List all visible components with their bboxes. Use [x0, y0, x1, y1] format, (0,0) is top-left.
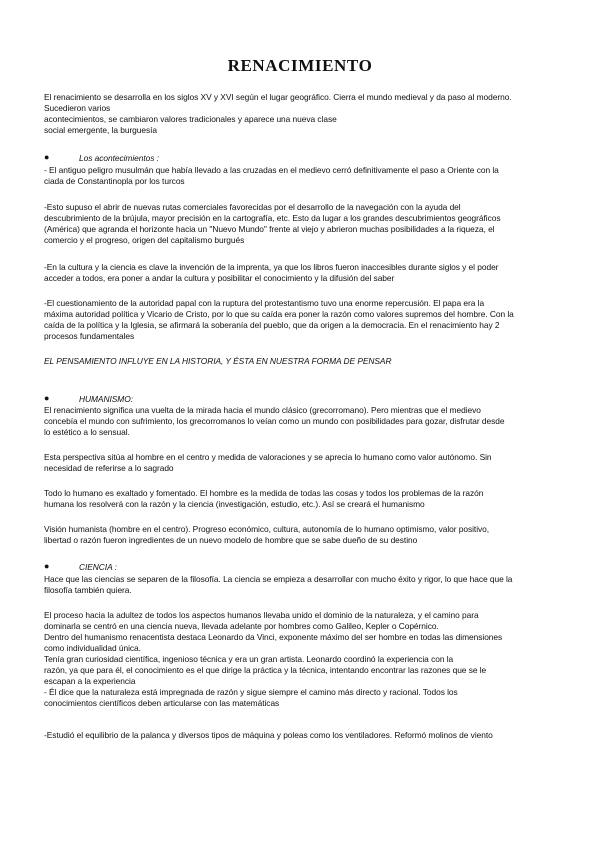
- text-line: conocimientos científicos deben articularse con las matemáticas: [44, 698, 280, 708]
- text-line: Esta perspectiva sitúa al hombre en el centro y medida de valoraciones y se aprecia lo humano como valor autónomo. Sin: [44, 452, 492, 462]
- bullet-dot-icon: ●: [44, 393, 50, 403]
- paragraph-ciencia: [44, 574, 552, 596]
- text-line: razón, ya que para él, el conocimiento es el que dirige la práctica y la técnica, intentando encontrar las razones que se le: [44, 665, 487, 675]
- text-line: lo estético a lo sensual.: [44, 427, 130, 437]
- text-line: Todo lo humano es exaltado y fomentado. El hombre es la medida de todas las cosas y todos los problemas de la razón: [44, 488, 484, 498]
- text-line: filosofía también quiera.: [44, 585, 132, 595]
- section-heading: CIENCIA :: [79, 562, 117, 572]
- text-line: Sucedieron varios: [44, 103, 111, 113]
- text-line: Hace que las ciencias se separen de la filosofía. La ciencia se empieza a desarrollar con mucho éxito y rigor, lo que hace que la: [44, 574, 513, 584]
- text-line: Visión humanista (hombre en el centro). Progreso económico, cultura, autonomía de lo humano optimismo, valor positivo,: [44, 524, 490, 534]
- text-line: - El antiguo peligro musulmán que había llevado a las cruzadas en el medievo cerró definitivamente el paso a Oriente con la: [44, 165, 499, 175]
- text-line: escapan a la experiencia: [44, 676, 136, 686]
- text-line: Dentro del humanismo renacentista destaca Leonardo da Vinci, exponente máximo del ser hombre en todas las dimensiones: [44, 632, 503, 642]
- paragraph-palanca: [44, 730, 552, 741]
- paragraph-humanismo: [44, 405, 552, 438]
- text-line: ciada de Constantinopla por los turcos: [44, 176, 185, 186]
- thesis-statement: EL PENSAMIENTO INFLUYE EN LA HISTORIA, Y ÉSTA EN NUESTRA FORMA DE PENSAR: [44, 356, 392, 366]
- text-line: -En la cultura y la ciencia es clave la invención de la imprenta, ya que los libros fueron inaccesibles durante siglos y el poder: [44, 262, 499, 272]
- paragraph-imprenta: [44, 262, 552, 284]
- text-line: El proceso hacia la adultez de todos los aspectos humanos llevaba unido el dominio de la naturaleza, y el camino para: [44, 610, 479, 620]
- text-line: -Esto supuso el abrir de nuevas rutas comerciales favorecidas por el desarrollo de la navegación con la ayuda del: [44, 202, 461, 212]
- paragraph-rutas: [44, 202, 552, 246]
- bullet-dot-icon: ●: [44, 152, 50, 162]
- paragraph-perspectiva: [44, 452, 552, 474]
- text-line: El renacimiento se desarrolla en los siglos XV y XVI según el lugar geográfico. Cierra el mundo medieval y da paso al moderno.: [44, 92, 512, 102]
- section-heading: Los acontecimientos :: [79, 153, 159, 163]
- paragraph-exaltado: [44, 488, 552, 510]
- paragraph-papal: [44, 298, 552, 342]
- text-line: -Estudió el equilibrio de la palanca y diversos tipos de máquina y poleas como los ventiladores. Reformó molinos de viento: [44, 730, 493, 740]
- intro-paragraph: [44, 92, 552, 136]
- text-line: caída de la política y la Iglesia, se afirmará la soberanía del pueblo, que da origen a la democracia. En el renacimiento hay 2: [44, 320, 500, 330]
- paragraph-proceso: [44, 610, 552, 709]
- bullet-humanismo: [44, 394, 552, 405]
- text-line: procesos fundamentales: [44, 331, 135, 341]
- text-line: concebía el mundo con sufrimiento, los grecorromanos lo veían como un mundo con posibilidades para gozar, disfrutar desde: [44, 416, 505, 426]
- text-line: libertad o razón fueron ingredientes de un nuevo modelo de hombre que se sabe dueño de su destino: [44, 535, 418, 545]
- text-line: Tenía gran curiosidad científica, ingenioso técnica y era un gran artista. Leonardo coordinó la experiencia con la: [44, 654, 454, 664]
- text-line: acontecimientos, se cambiaron valores tradicionales y aparece una nueva clase: [44, 114, 337, 124]
- text-line: máxima autoridad política y Vicario de Cristo, por lo que su caída era poner la razón como valores supremos del hombre. Con la: [44, 309, 514, 319]
- text-line: - Él dice que la naturaleza está impregnada de razón y sigue siempre el camino más directo y racional. Todos los: [44, 687, 458, 697]
- text-line: necesidad de referirse a lo sagrado: [44, 463, 174, 473]
- text-line: social emergente, la burguesía: [44, 125, 158, 135]
- text-line: como individualidad única.: [44, 643, 141, 653]
- text-line: comercio y el progreso, origen del capitalismo burgués: [44, 235, 245, 245]
- paragraph-peligro: [44, 165, 552, 187]
- paragraph-vision: [44, 524, 552, 546]
- page-title: RENACIMIENTO: [227, 56, 373, 75]
- bullet-dot-icon: ●: [44, 561, 50, 571]
- text-line: -El cuestionamiento de la autoridad papal con la ruptura del protestantismo tuvo una enorme repercusión. El papa era la: [44, 298, 485, 308]
- bullet-ciencia: [44, 562, 552, 573]
- text-line: dominarla se centró en una ciencia nueva, llevada adelante por hombres como Galileo, Kepler o Copérnico.: [44, 621, 439, 631]
- text-line: acceder a todos, era poner a andar la cultura y posibilitar el conocimiento y la difusión del saber: [44, 273, 395, 283]
- text-line: El renacimiento significa una vuelta de la mirada hacia el mundo clásico (grecorromano). Pero mientras que el medievo: [44, 405, 481, 415]
- text-line: (América) que agranda el horizonte hacia un "Nuevo Mundo" frente al viejo y abrieron muchas posibilidades a la riqueza, el: [44, 224, 495, 234]
- section-heading: HUMANISMO:: [79, 394, 133, 404]
- text-line: humana los resolverá con la razón y la ciencia (investigación, estudio, etc.). Así se creará el humanismo: [44, 499, 425, 509]
- bullet-acontecimientos: [44, 153, 552, 164]
- text-line: descubrimiento de la brújula, mayor precisión en la cartografía, etc. Esto da lugar a los grandes descubrimientos geográficos: [44, 213, 501, 223]
